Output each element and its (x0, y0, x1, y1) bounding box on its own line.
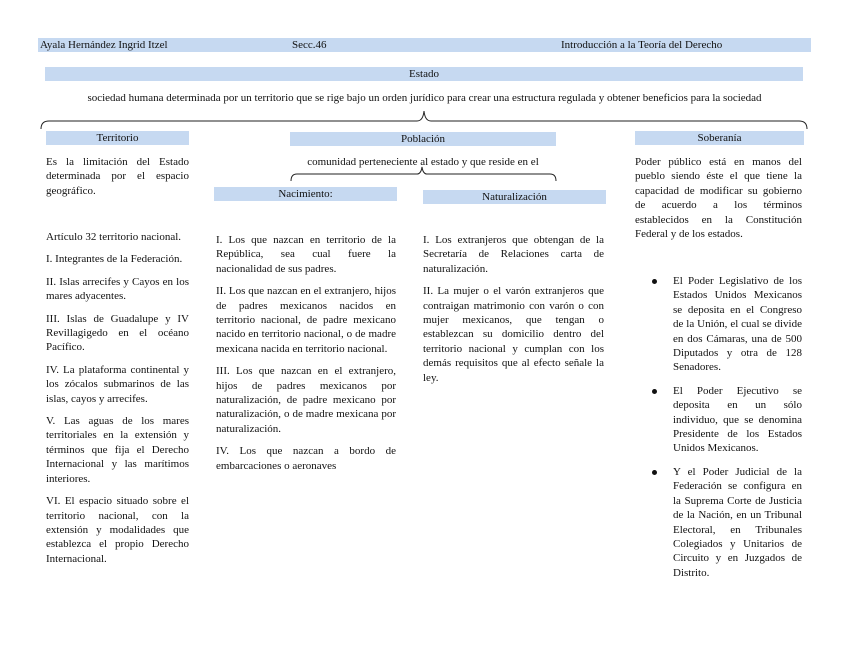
nacimiento-item: III. Los que nazcan en el extranjero, hijos de padres mexicanos por naturalización, de padre mexicano por naturalización, o de madre mexicana por naturalización. (216, 365, 396, 435)
poblacion-label: Población (290, 132, 556, 146)
naturalizacion-label: Naturalización (423, 190, 606, 204)
bullet-icon (652, 470, 657, 475)
naturalizacion-item: I. Los extranjeros que obtengan de la Secretaría de Relaciones carta de naturalización. (423, 234, 604, 275)
territorio-item: II. Islas arrecifes y Cayos en los mares adyacentes. (46, 275, 189, 303)
territorio-item: VI. El espacio situado sobre el territorio nacional, con la extensión y modalidades que establezca el propio Derecho Internacional. (46, 495, 189, 565)
estado-definition: sociedad humana determinada por un territorio que se rige bajo un orden jurídico para crear una estructura regulada y obtener beneficios para la sociedad (87, 92, 762, 104)
nacimiento-item: I. Los que nazcan en territorio de la República, sea cual fuere la nacionalidad de sus padres. (216, 234, 396, 275)
poder-legislativo-item: El Poder Legislativo de los Estados Unidos Mexicanos se deposita en el Congreso de la Unión, el cual se divide en dos Cámaras, una de 500 Diputados y otra de 128 Senadores. (673, 274, 802, 375)
articulo-32: Artículo 32 territorio nacional. (46, 231, 182, 243)
bullet-icon (652, 389, 657, 394)
territorio-intro: Es la limitación del Estado determinada por el espacio geográfico. (46, 156, 189, 197)
nacimiento-content (216, 233, 396, 481)
poder-ejecutivo-item: El Poder Ejecutivo se deposita en un sólo individuo, que se denomina Presidente de los Estados Unidos Mexicanos. (673, 384, 802, 456)
poblacion-intro: comunidad perteneciente al estado y que reside en el (307, 156, 539, 168)
soberania-label: Soberanía (635, 131, 804, 145)
page-title: Estado (45, 67, 803, 81)
author-name: Ayala Hernández Ingrid Itzel (40, 39, 168, 51)
naturalizacion-content (423, 233, 604, 393)
poder-judicial-item: Y el Poder Judicial de la Federación se configura en la Suprema Corte de Justicia de la Nación, en un Tribunal Electoral, en Tribunales Colegiados y Unitarios de Circuito y en Juzgados de Distrito. (673, 465, 802, 580)
soberania-intro: Poder público está en manos del pueblo siendo éste el que tiene la capacidad de modificar su gobierno de acuerdo a los términos establecidos en la Constitución Federal y de los estados. (635, 156, 802, 241)
territorio-label: Territorio (46, 131, 189, 145)
territorio-item: IV. La plataforma continental y los zócalos submarinos de las islas, cayos y arrecifes. (46, 363, 189, 405)
section-label: Secc.46 (292, 39, 327, 51)
territorio-content (46, 230, 189, 574)
nacimiento-item: II. Los que nazcan en el extranjero, hijos de padres mexicanos nacidos en territorio nacional, de padre mexicano nacido en territorio nacional, o de madre mexicana nacida en territorio nacional. (216, 285, 396, 355)
nacimiento-label: Nacimiento: (214, 187, 397, 201)
bullet-icon (652, 279, 657, 284)
soberania-bullets (673, 274, 802, 589)
course-name: Introducción a la Teoría del Derecho (561, 39, 723, 51)
nacimiento-item: IV. Los que nazcan a bordo de embarcaciones o aeronaves (216, 445, 396, 472)
naturalizacion-item: II. La mujer o el varón extranjeros que contraigan matrimonio con varón o con mujer mexicanos, que tengan o establezcan su domicilio dentro del territorio nacional y cumplan con los demás requisitos que al efecto señale la ley. (423, 285, 604, 384)
territorio-item: I. Integrantes de la Federación. (46, 253, 183, 266)
territorio-item: III. Islas de Guadalupe y IV Revillagigedo en el océano Pacífico. (46, 312, 189, 354)
territorio-item: V. Las aguas de los mares territoriales en la extensión y términos que fija el Derecho Internacional y las marítimos interiores. (46, 415, 189, 485)
